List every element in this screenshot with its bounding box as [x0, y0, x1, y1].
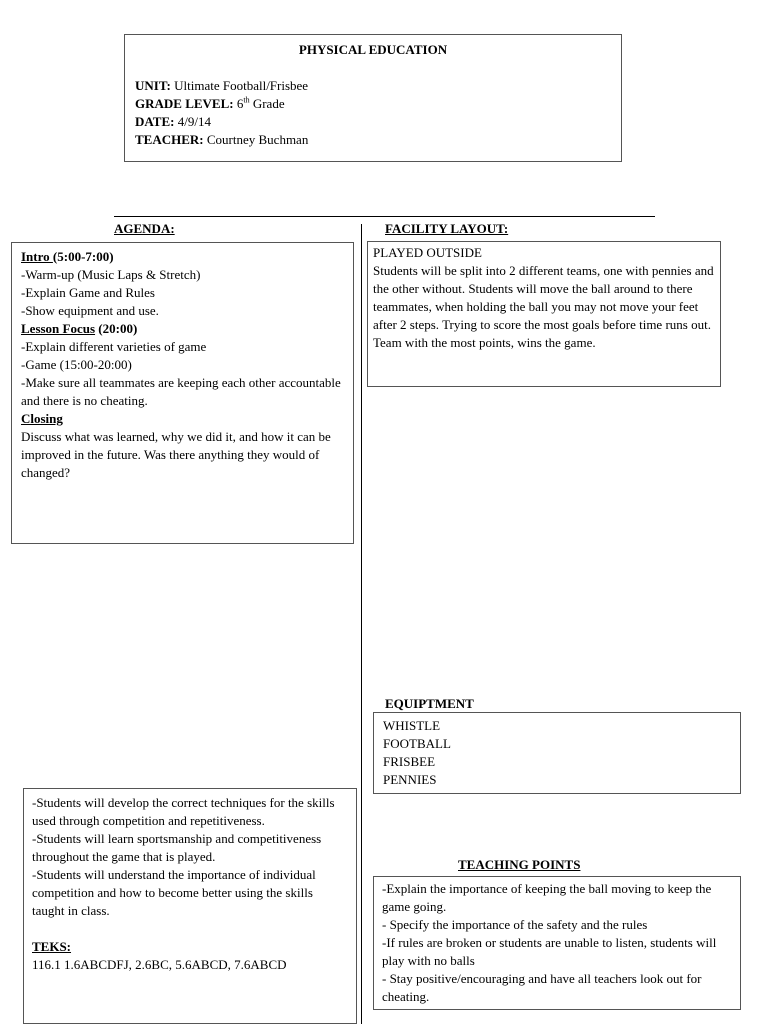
intro-item: -Explain Game and Rules	[21, 285, 155, 300]
teaching-item: -If rules are broken or students are unable to listen, students will play with no balls	[382, 935, 717, 968]
focus-title-row	[21, 320, 344, 338]
grade-row	[135, 95, 611, 113]
equipment-box	[373, 712, 741, 794]
closing-text: Discuss what was learned, why we did it, and how it can be improved in the future. Was there anything they would of changed?	[21, 429, 331, 480]
teaching-item: - Stay positive/encouraging and have all teachers look out for cheating.	[382, 971, 702, 1004]
facility-heading: FACILITY LAYOUT:	[385, 221, 509, 236]
objectives-box	[23, 788, 357, 1024]
teaching-heading: TEACHING POINTS	[458, 857, 581, 872]
closing-title: Closing	[21, 411, 63, 426]
grade-word: Grade	[252, 96, 285, 111]
teaching-item: - Specify the importance of the safety and the rules	[382, 917, 648, 932]
facility-location: PLAYED OUTSIDE	[373, 245, 482, 260]
teaching-box	[373, 876, 741, 1010]
intro-item: -Warm-up (Music Laps & Stretch)	[21, 267, 201, 282]
teacher-value: Courtney Buchman	[206, 132, 309, 147]
objective-item: -Students will understand the importance of individual competition and how to become better using the skills taught in class.	[32, 867, 316, 918]
equipment-heading: EQUIPTMENT	[385, 696, 474, 711]
header-box	[124, 34, 622, 162]
facility-box	[367, 241, 721, 387]
focus-item: -Game (15:00-20:00)	[21, 357, 132, 372]
date-value: 4/9/14	[177, 114, 211, 129]
equipment-item: FOOTBALL	[383, 736, 451, 751]
focus-time: (20:00)	[95, 321, 138, 336]
horizontal-divider	[114, 216, 655, 217]
teacher-row	[135, 131, 611, 149]
focus-title: Lesson Focus	[21, 321, 96, 336]
equipment-item: WHISTLE	[383, 718, 441, 733]
intro-time: (5:00-7:00)	[52, 249, 114, 264]
facility-description: Students will be split into 2 different teams, one with pennies and the other without. Students will move the ball around to there teammates, when holding the ball you may not move your feet after 2 steps. Trying to score the most goals before time runs out. Team with the most points, wins the game.	[373, 263, 714, 350]
unit-row	[135, 77, 611, 95]
grade-suffix: th	[243, 95, 250, 105]
equipment-item: FRISBEE	[383, 754, 436, 769]
grade-number: 6	[236, 96, 244, 111]
agenda-box	[11, 242, 354, 544]
unit-label: UNIT:	[135, 78, 171, 93]
teacher-label: TEACHER:	[135, 132, 204, 147]
intro-item: -Show equipment and use.	[21, 303, 159, 318]
date-row	[135, 113, 611, 131]
vertical-divider	[361, 224, 362, 1024]
agenda-heading: AGENDA:	[114, 221, 175, 236]
intro-title-row	[21, 248, 344, 266]
teaching-item: -Explain the importance of keeping the ball moving to keep the game going.	[382, 881, 712, 914]
teks-value: 116.1 1.6ABCDFJ, 2.6BC, 5.6ABCD, 7.6ABCD	[32, 957, 287, 972]
unit-value: Ultimate Football/Frisbee	[174, 78, 309, 93]
teks-label: TEKS:	[32, 939, 72, 954]
objective-item: -Students will learn sportsmanship and competitiveness throughout the game that is played.	[32, 831, 322, 864]
document-title: PHYSICAL EDUCATION	[298, 42, 448, 57]
intro-title: Intro	[21, 249, 53, 264]
date-label: DATE:	[135, 114, 175, 129]
equipment-item: PENNIES	[383, 772, 437, 787]
objective-item: -Students will develop the correct techniques for the skills used through competition and repetitiveness.	[32, 795, 335, 828]
grade-label: GRADE LEVEL:	[135, 96, 234, 111]
focus-item: -Make sure all teammates are keeping each other accountable and there is no cheating.	[21, 375, 341, 408]
focus-item: -Explain different varieties of game	[21, 339, 207, 354]
